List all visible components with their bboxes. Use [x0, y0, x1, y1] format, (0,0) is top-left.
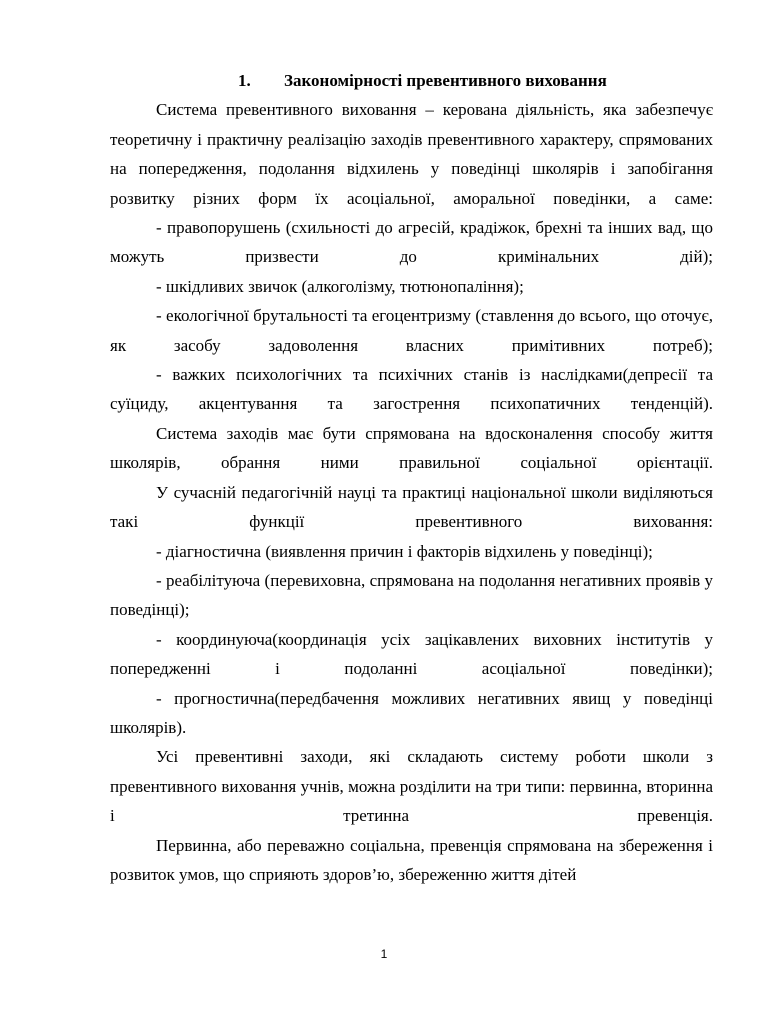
section-number: 1.: [238, 71, 251, 90]
paragraph-intro: Система превентивного виховання – керована діяльність, яка забезпечує теоретичну і практичну реалізацію заходів превентивного характеру, спрямованих на попередження, подолання відхилень у поведінці школярів і запобігання розвитку різних форм їх асоціальної, аморальної поведінки, а саме:: [110, 100, 713, 208]
list-item-habits: - шкідливих звичок (алкоголізму, тютюнопаління);: [156, 276, 524, 296]
list-item-ecology: - екологічної брутальності та егоцентризму (ставлення до всього, що оточує, як засобу задоволення власних примітивних потреб);: [110, 306, 713, 355]
list-item-rehabilitative: - реабілітуюча (перевиховна, спрямована на подолання негативних проявів у поведінці);: [110, 570, 713, 620]
page-number: 1: [380, 947, 388, 961]
list-item-offenses: - правопорушень (схильності до агресій, крадіжок, брехні та інших вад, що можуть призвести до кримінальних дій);: [110, 218, 713, 267]
paragraph-functions: У сучасній педагогічній науці та практиці національної школи виділяються такі функції превентивного виховання:: [110, 482, 713, 532]
paragraph-measures: Система заходів має бути спрямована на вдосконалення способу життя школярів, обрання ними правильної соціальної орієнтації.: [110, 423, 713, 473]
section-title: Закономірності превентивного виховання: [284, 71, 607, 90]
list-item-coordinating: - координуюча(координація усіх зацікавлених виховних інститутів у попередженні і подоланні асоціальної поведінки);: [110, 629, 713, 679]
list-item-diagnostic: - діагностична (виявлення причин і факторів відхилень у поведінці);: [156, 541, 653, 561]
list-item-psychology: - важких психологічних та психічних станів із наслідками(депресії та суїциду, акцентування та загострення психопатичних тенденцій).: [110, 365, 713, 414]
document-body: [110, 66, 713, 889]
section-heading: [110, 66, 713, 95]
list-item-prognostic: - прогностична(передбачення можливих негативних явищ у поведінці школярів).: [110, 688, 713, 737]
paragraph-primary: Первинна, або переважно соціальна, превенція спрямована на збереження і розвиток умов, що сприяють здоров’ю, збереженню життя дітей: [110, 835, 713, 884]
paragraph-types: Усі превентивні заходи, які складають систему роботи школи з превентивного виховання учнів, можна розділити на три типи: первинна, вторинна і третинна превенція.: [110, 747, 713, 826]
